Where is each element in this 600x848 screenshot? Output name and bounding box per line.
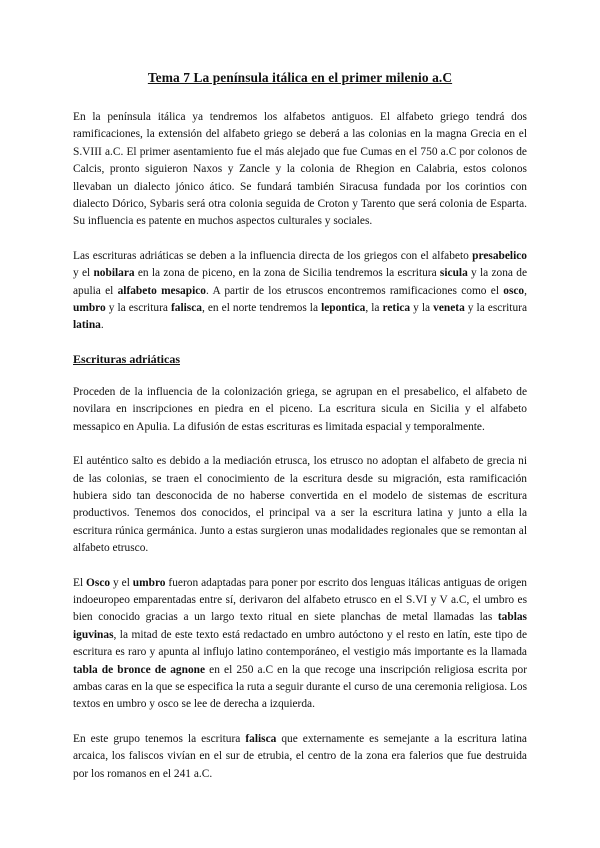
- paragraph-osco-umbro: [73, 575, 527, 714]
- bold-term: presabelico: [472, 249, 527, 262]
- text-run: , en el norte tendremos la: [201, 302, 322, 315]
- text-run: y la escritura: [464, 302, 527, 315]
- text-run: fueron adaptadas para poner por escrito dos lenguas itálicas antiguas de origen indoeuropeo emparentadas entre sí, derivaron del alfabeto etrusco en el S.VI y V a.C, el umbro es bien conocido gracias a un largo texto ritual en siete planchas de metal llamadas las: [73, 576, 527, 624]
- text-run: y el: [110, 576, 133, 589]
- paragraph-intro: En la península itálica ya tendremos los alfabetos antiguos. El alfabeto griego tendrá dos ramificaciones, la extensión del alfabeto griego se deberá a las colonias en la magna Grecia en el S.VIII a.C. El primer asentamiento fue el más alejado que fue Cumas en el 750 a.C por colonos de Calcis, pronto siguieron Naxos y Zancle y la colonia de Rhegion en Calabria, estos colonos llevaban un dialecto jónico ático. Se fundará también Siracusa fundada por los corintios con dialecto Dórico, Sybaris será otra colonia seguida de Croton y Tarento que será colonia de Esparta. Su influencia es patente en muchos aspectos culturales y sociales.: [73, 111, 527, 228]
- paragraph-origins: Proceden de la influencia de la colonización griega, se agrupan en el presabelico, el alfabeto de novilara en inscripciones en piedra en el piceno. La escritura sicula en Sicilia y el alfabeto messapico en Apulia. La difusión de estas escrituras es limitada espacial y temporalmente.: [73, 385, 527, 433]
- text-run: y el: [73, 267, 94, 280]
- paragraph-falisca: [73, 731, 527, 783]
- text-run: y la: [410, 302, 434, 315]
- text-run: y la zona de apulia el: [73, 267, 527, 297]
- text-run: en la zona de piceno, en la zona de Sicilia tendremos la escritura: [134, 267, 440, 280]
- bold-term: nobilara: [93, 267, 135, 280]
- bold-term: tablas iguvinas: [73, 611, 527, 641]
- text-run: , la mitad de este texto está redactado en umbro autóctono y el resto en latín, este tipo de escritura es raro y apunta al influjo latino contemporáneo, el vestigio más importante es la llamada: [73, 628, 527, 659]
- bold-term: umbro: [73, 302, 106, 315]
- bold-term: sicula: [439, 267, 468, 280]
- text-run: .: [100, 319, 104, 332]
- bold-term: lepontica: [321, 302, 366, 315]
- page-title: Tema 7 La península itálica en el primer milenio a.C: [147, 70, 453, 85]
- text-run: En este grupo tenemos la escritura: [73, 732, 246, 745]
- bold-term: Osco: [86, 576, 111, 589]
- paragraph-adriatic-overview: [73, 248, 527, 335]
- text-run: y la escritura: [105, 302, 171, 315]
- bold-term: veneta: [433, 302, 465, 315]
- text-run: en el 250 a.C en la que recoge una inscripción religiosa escrita por ambas caras en la que se especifica la ruta a seguir durante el curso de una ceremonia religiosa. Los textos en umbro y osco se lee de derecha a izquierda.: [73, 663, 527, 711]
- bold-term: latina: [73, 319, 101, 332]
- section-heading: Escrituras adriáticas: [73, 351, 180, 366]
- text-run: . A partir de los etruscos encontremos ramificaciones como el: [206, 284, 504, 297]
- text-run: El: [73, 576, 87, 589]
- bold-term: tabla de bronce de agnone: [73, 663, 206, 676]
- text-run: ,: [524, 284, 527, 297]
- paragraph-etruscan: El auténtico salto es debido a la mediación etrusca, los etrusco no adoptan el alfabeto de grecia ni de las colonias, se traen el conocimiento de la escritura desde su migración, esta ramificación hubiera sido tan desconocida de no haberse convertida en el modelo de sistemas de escritura productivos. Tenemos dos conocidos, el principal va a ser la escritura latina y junto a ella la escritura rúnica germánica. Junto a estas surgieron unas modalidades regionales que se remontan al alfabeto etrusco.: [73, 455, 527, 555]
- bold-term: falisca: [245, 732, 277, 745]
- bold-term: falisca: [170, 302, 202, 315]
- bold-term: retica: [382, 302, 411, 315]
- text-run: , la: [365, 302, 383, 315]
- bold-term: umbro: [132, 576, 166, 589]
- bold-term: osco: [503, 284, 525, 297]
- text-run: Las escrituras adriáticas se deben a la influencia directa de los griegos con el alfabeto: [73, 249, 473, 262]
- bold-term: alfabeto mesapico: [117, 284, 206, 297]
- text-run: que externamente es semejante a la escritura latina arcaica, los faliscos vivían en el sur de etrubia, el centro de la zona era falerios que fue destruida por los romanos en el 241 a.C.: [73, 732, 527, 780]
